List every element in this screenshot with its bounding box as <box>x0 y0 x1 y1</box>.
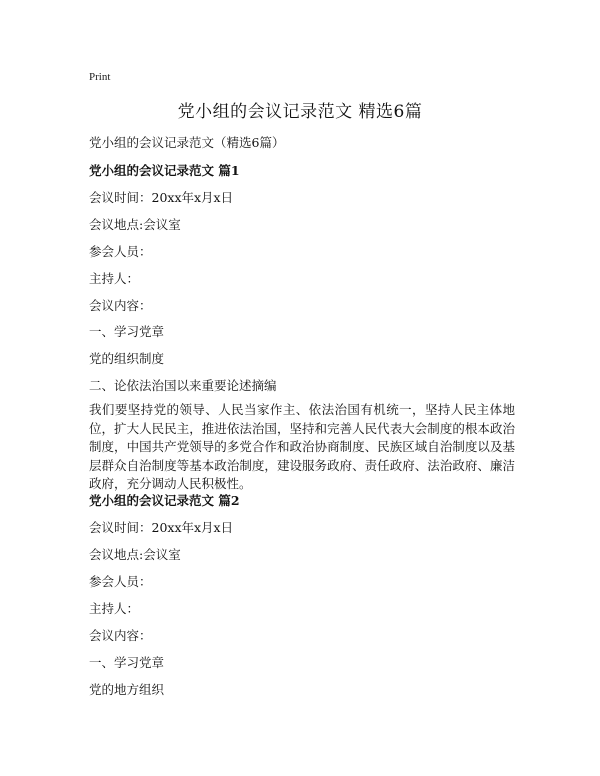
document-title: 党小组的会议记录范文 精选6篇 <box>177 102 423 122</box>
section-1-item-1-sub: 党的组织制度 <box>89 351 165 366</box>
section-2-content-label: 会议内容： <box>89 628 152 643</box>
section-1-item-2: 二、论依法治国以来重要论述摘编 <box>89 378 277 393</box>
section-2-meeting-time: 会议时间：20xx年x月x日 <box>89 520 234 535</box>
print-label: Print <box>89 71 111 83</box>
section-2-item-1: 一、学习党章 <box>89 655 165 670</box>
section-1-attendees: 参会人员： <box>89 244 152 259</box>
document-subtitle: 党小组的会议记录范文（精选6篇） <box>89 135 285 150</box>
section-1-heading: 党小组的会议记录范文 篇1 <box>89 163 240 178</box>
section-1-meeting-place: 会议地点:会议室 <box>89 217 181 232</box>
section-1-paragraph: 我们要坚持党的领导、人民当家作主、依法治国有机统一，坚持人民主体地位，扩大人民民主，推进依法治国，坚持和完善人民代表大会制度的根本政治制度，中国共产党领导的多党合作和政治协商制度、民族区域自治制度以及基层群众自治制度等基本政治制度，建设服务政府、责任政府、法治政府、廉洁政府，充分调动人民积极性。 <box>89 402 515 491</box>
section-1-host: 主持人： <box>89 271 140 286</box>
section-2-item-1-sub: 党的地方组织 <box>89 682 165 697</box>
section-1-content-label: 会议内容： <box>89 298 152 313</box>
section-2-meeting-place: 会议地点:会议室 <box>89 547 181 562</box>
section-2-heading: 党小组的会议记录范文 篇2 <box>89 493 240 508</box>
section-1-item-1: 一、学习党章 <box>89 324 165 339</box>
section-2-host: 主持人： <box>89 601 140 616</box>
section-1-meeting-time: 会议时间：20xx年x月x日 <box>89 190 234 205</box>
section-2-attendees: 参会人员： <box>89 574 152 589</box>
